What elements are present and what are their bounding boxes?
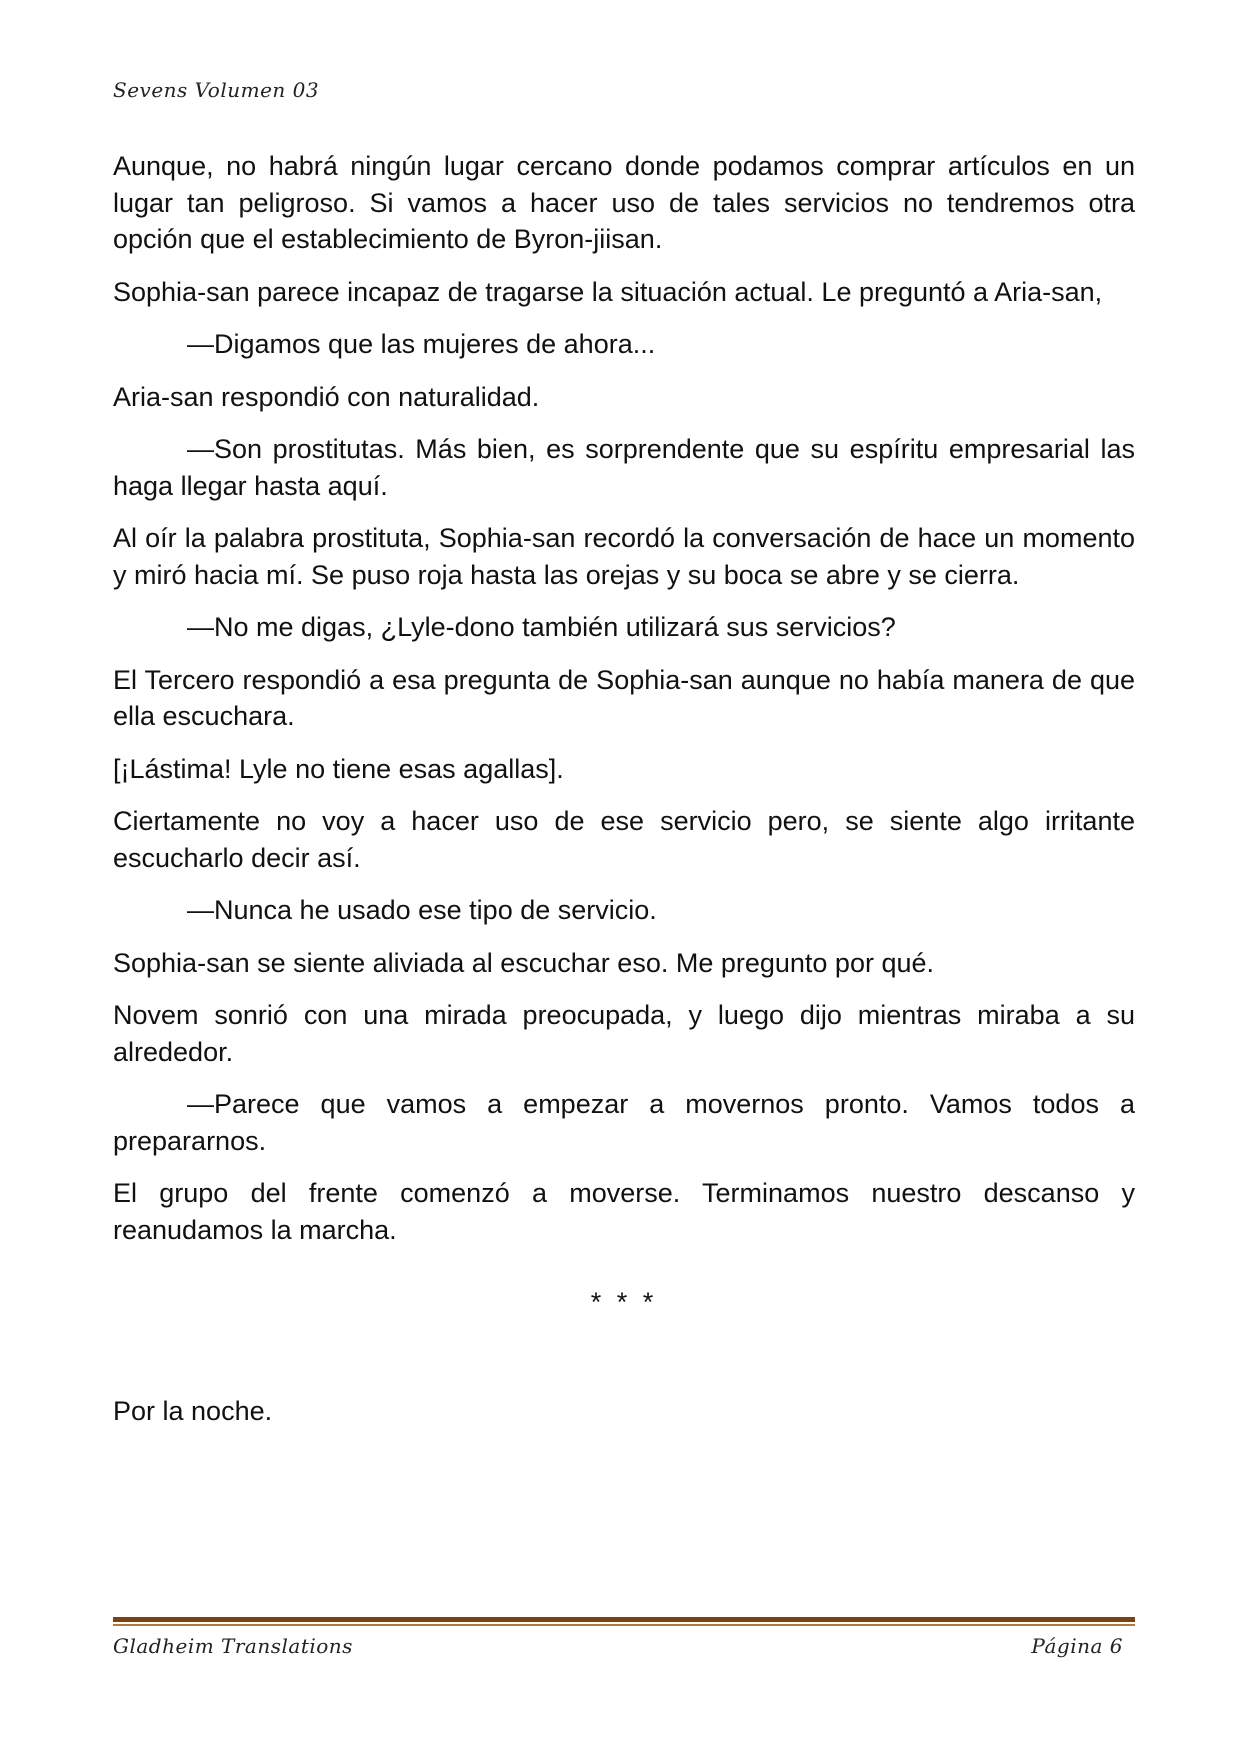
footer-divider <box>113 1617 1135 1622</box>
dialog-paragraph: —Nunca he usado ese tipo de servicio. <box>187 895 657 925</box>
dialog-paragraph: —Son prostitutas. Más bien, es sorprendente que su espíritu empresarial las haga llegar hasta aquí. <box>113 434 1135 501</box>
paragraph: [¡Lástima! Lyle no tiene esas agallas]. <box>113 753 564 784</box>
dialog-paragraph: —No me digas, ¿Lyle-dono también utilizará sus servicios? <box>187 612 896 642</box>
paragraph: Sophia-san se siente aliviada al escuchar eso. Me pregunto por qué. <box>113 947 935 978</box>
closing-paragraph: Por la noche. <box>113 1395 273 1426</box>
dialog-paragraph: —Digamos que las mujeres de ahora... <box>187 329 656 359</box>
paragraph: Al oír la palabra prostituta, Sophia-san recordó la conversación de hace un momento y miró hacia mí. Se puso roja hasta las orejas y su boca se abre y se cierra. <box>113 523 1135 590</box>
scene-separator: * * * <box>590 1287 658 1317</box>
footer-publisher: Gladheim Translations <box>113 1634 353 1658</box>
paragraph: El Tercero respondió a esa pregunta de Sophia-san aunque no había manera de que ella escuchara. <box>113 664 1135 731</box>
page-header-title: Sevens Volumen 03 <box>113 78 320 102</box>
paragraph: Aunque, no habrá ningún lugar cercano donde podamos comprar artículos en un lugar tan peligroso. Si vamos a hacer uso de tales servicios no tendremos otra opción que el establecimiento de Byron-jiisan. <box>113 151 1135 254</box>
paragraph: Novem sonrió con una mirada preocupada, y luego dijo mientras miraba a su alrededor. <box>113 1000 1135 1067</box>
paragraph: Ciertamente no voy a hacer uso de ese servicio pero, se siente algo irritante escucharlo decir así. <box>113 806 1135 873</box>
footer-divider-thin <box>113 1624 1135 1626</box>
paragraph: Sophia-san parece incapaz de tragarse la situación actual. Le preguntó a Aria-san, <box>113 276 1103 307</box>
paragraph: El grupo del frente comenzó a moverse. Terminamos nuestro descanso y reanudamos la marcha. <box>113 1178 1135 1245</box>
dialog-paragraph: —Parece que vamos a empezar a movernos pronto. Vamos todos a prepararnos. <box>113 1089 1135 1156</box>
paragraph: Aria-san respondió con naturalidad. <box>113 381 540 412</box>
page-body <box>113 148 1135 1445</box>
footer-page-number: Página 6 <box>1031 1634 1123 1658</box>
